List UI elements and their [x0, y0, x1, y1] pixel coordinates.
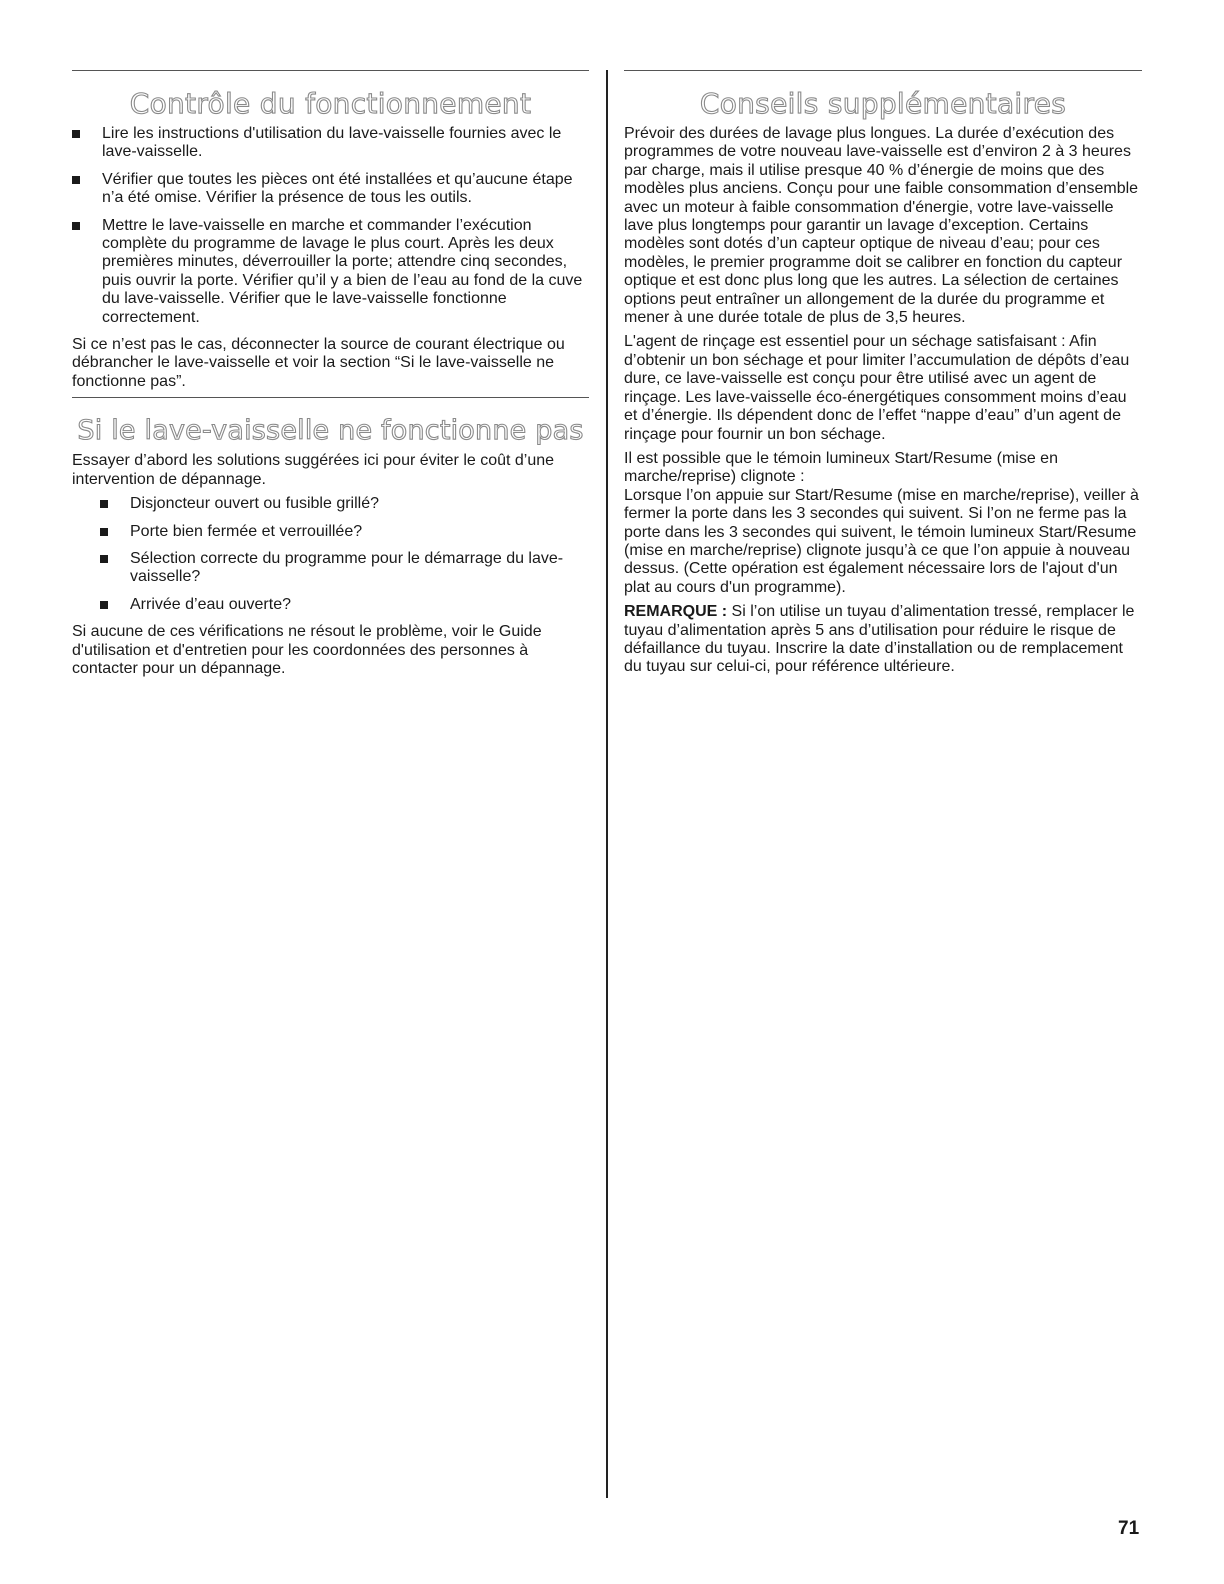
bullet-square-icon [100, 528, 108, 536]
section-ne-fonctionne-pas [72, 397, 589, 678]
list-item-text: Arrivée d’eau ouverte? [130, 595, 291, 613]
section-rule [72, 397, 589, 398]
list-item-text: Mettre le lave-vaisselle en marche et commander l’exécution complète du programme de lavage le plus court. Après les deux premières minutes, déverrouiller la porte; attendre cinq secondes, puis ouvrir la porte. Vérifier qu’il y a bien de l’eau au fond de la cuve du lave-vaisselle. Vérifier que le lave-vaisselle fonctionne correctement. [102, 216, 583, 326]
paragraph: Essayer d’abord les solutions suggérées ici pour éviter le coût d’une intervention de dépannage. [72, 452, 555, 488]
list-item [100, 550, 589, 587]
bullet-square-icon [72, 222, 80, 230]
section-rule [72, 70, 589, 71]
list-item-text: Disjoncteur ouvert ou fusible grillé? [130, 495, 380, 513]
paragraph-line: Lorsque l’on appuie sur Start/Resume (mise en marche/reprise), veiller à fermer la porte dans les 3 secondes qui suivent. Si l’on ne ferme pas la porte dans les 3 secondes qui suivent, le témoin lumineux Start/Resume (mise en marche/reprise) clignote jusqu’à ce que l’on appuie à nouveau dessus. (Cette opération est également nécessaire lors de l'ajout d'un plat au cours d'un programme). [624, 486, 1139, 596]
left-column [72, 70, 589, 684]
checklist [72, 125, 589, 327]
bullet-square-icon [100, 500, 108, 508]
bullet-square-icon [72, 176, 80, 184]
right-column [624, 70, 1142, 683]
section-rule [624, 70, 1142, 71]
list-item [72, 217, 589, 327]
list-item-text: Vérifier que toutes les pièces ont été installées et qu’aucune étape n’a été omise. Vérifier la présence de tous les outils. [102, 170, 573, 207]
note-label: REMARQUE : [624, 603, 728, 621]
page-number: 71 [1118, 1518, 1140, 1539]
paragraph: L'agent de rinçage est essentiel pour un séchage satisfaisant : Afin d’obtenir un bon séchage et pour limiter l’accumulation de dépôts d’eau dure, ce lave-vaisselle est conçu pour être utilisé avec un agent de rinçage. Les lave-vaisselle éco-énergétiques consomment moins d’eau et d’énergie. Ils dépendent donc de l’effet “nappe d’eau” d’un agent de rinçage pour fournir un bon séchage. [624, 333, 1130, 443]
troubleshoot-list [100, 495, 589, 614]
column-divider [606, 70, 608, 1498]
note-paragraph [624, 603, 1142, 677]
paragraph-line: Il est possible que le témoin lumineux Start/Resume (mise en marche/reprise) clignote : [624, 449, 1058, 486]
list-item-text: Lire les instructions d'utilisation du lave-vaisselle fournies avec le lave-vaisselle. [102, 125, 562, 161]
list-item [72, 125, 589, 162]
paragraph [624, 450, 1142, 597]
list-item [100, 596, 589, 614]
paragraph: Si ce n’est pas le cas, déconnecter la source de courant électrique ou débrancher le lave-vaisselle et voir la section “Si le lave-vaisselle ne fonctionne pas”. [72, 336, 565, 390]
bullet-square-icon [100, 601, 108, 609]
section-title-controle: Contrôle du fonctionnement [129, 87, 532, 120]
note-text: Si l’on utilise un tuyau d’alimentation tressé, remplacer le tuyau d’alimentation après 5 ans d’utilisation pour réduire le risque de défaillance du tuyau. Inscrire la date d’installation ou de remplacement du tuyau sur celui-ci, pour référence ultérieure. [624, 603, 1135, 676]
list-item-text: Porte bien fermée et verrouillée? [130, 522, 363, 540]
section-title-ne-fonctionne-pas: Si le lave-vaisselle ne fonctionne pas [77, 415, 584, 447]
paragraph: Prévoir des durées de lavage plus longues. La durée d’exécution des programmes de votre nouveau lave-vaisselle est d’environ 2 à 3 heures par charge, mais il utilise presque 40 % d’énergie de moins que des modèles plus anciens. Conçu pour une faible consommation d’ensemble avec un moteur à faible consommation d'énergie, votre lave-vaisselle lave plus longtemps pour garantir un lavage d’exception. Certains modèles sont dotés d’un capteur optique de niveau d’eau; pour ces modèles, le premier programme doit se calibrer en fonction du capteur optique et est donc plus long que les autres. La sélection de certaines options peut entraîner un allongement de la durée du programme et mener à une durée totale de plus de 3,5 heures. [624, 125, 1139, 327]
list-item [72, 171, 589, 208]
bullet-square-icon [100, 555, 108, 563]
paragraph: Si aucune de ces vérifications ne résout le problème, voir le Guide d'utilisation et d'entretien pour les coordonnées des personnes à contacter pour un dépannage. [72, 623, 542, 677]
list-item [100, 523, 589, 541]
list-item-text: Sélection correcte du programme pour le démarrage du lave-vaisselle? [130, 549, 564, 586]
section-title-conseils: Conseils supplémentaires [699, 87, 1067, 120]
list-item [100, 495, 589, 513]
bullet-square-icon [72, 130, 80, 138]
